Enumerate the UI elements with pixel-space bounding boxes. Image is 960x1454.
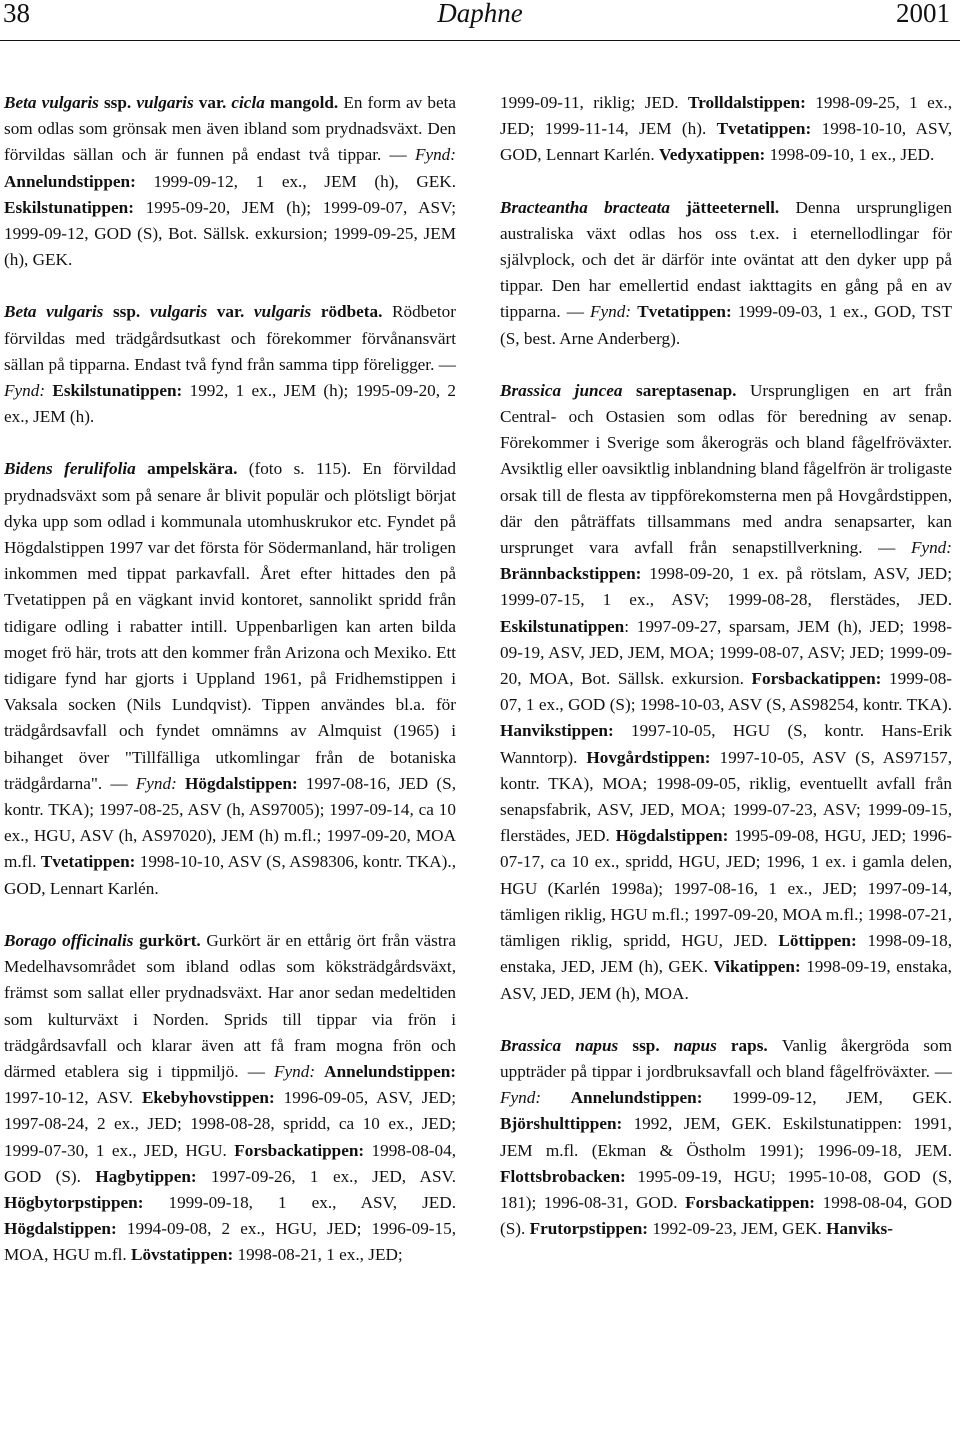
text-segment: 1998-08-21, 1 ex., JED; — [237, 1245, 403, 1265]
text-segment: Lövstatippen: — [131, 1245, 238, 1265]
text-segment: (foto s. 115). En förvildad prydnadsväxt som på senare år blivit populär och plötsligt börjat dyka upp som odlad i kommunala utomhuskrukor etc. Fyndet på Högdalstippen 1997 var det första för Södermanland, här troligen inkommen med tippat parkavfall. Året efter hittades den på Tvetatippen på en vägkant invid kontoret, sannolikt spridd från tidigare odling i rabatter intill. Uppenbarligen kan arten bilda moget frö här, trots att den kommer från Arizona och Mexiko. Ett tidigare fynd har gjorts i Uppland 1961, på Fridhemstippen i Vaksala socken (Nils Lundqvist). Tippen användes bl.a. för trädgårdsavfall och fyndet omnämns av Almquist (1965) i bihanget över "Tillfälliga utkomlingar från de botaniska trädgårdarna". — — [4, 459, 457, 793]
text-segment: Fynd: — [414, 145, 456, 165]
text-segment: 1992, 1 ex., JEM (h); 1995-09-20, 2 ex., JEM (h). — [4, 381, 456, 427]
text-segment: Bracteantha bracteata — [500, 197, 687, 217]
text-segment: Hanvikstippen: — [500, 721, 632, 741]
text-segment: 1995-09-19, HGU; 1995-10-08, GOD (S, 181); 1996-08-31, GOD. — [500, 1166, 952, 1212]
text-segment: Högdalstippen: — [185, 773, 306, 793]
text-segment: Tvetatippen: — [40, 852, 140, 872]
text-segment: Hagbytippen: — [95, 1166, 212, 1186]
text-segment: Eskilstunatippen: — [4, 197, 146, 217]
text-segment: Fynd: — [590, 302, 638, 322]
text-segment: Vedyxatippen: — [658, 145, 770, 165]
text-segment: Löttippen: — [778, 931, 868, 951]
text-segment: Brassica napus — [500, 1035, 633, 1055]
text-segment: Fynd: — [135, 773, 185, 793]
text-segment: Tvetatippen: — [716, 119, 822, 139]
text-segment: mangold. — [269, 93, 344, 112]
text-segment: 1999-08-07, 1 ex., GOD (S); 1998-10-03, ASV (S, AS98254, kontr. TKA). — [500, 669, 953, 715]
text-segment: Bidens ferulifolia — [4, 459, 148, 479]
text-segment: En form av beta som odlas som grönsak men även ibland som prydnadsväxt. Den förvildas sällan och är funnen på endast två tippar. — — [4, 93, 457, 165]
text-segment: 1999-09-03, 1 ex., GOD, TST (S, best. Arne Anderberg). — [500, 302, 952, 348]
text-segment: : 1997-09-27, sparsam, JEM (h), JED; 1998-09-19, ASV, JED, JEM, MOA; 1999-08-07, ASV; JED; 1999-09-20, MOA, Bot. Sällsk. exkursion. — [500, 616, 952, 689]
text-segment: Eskilstunatippen — [500, 616, 625, 636]
text-segment: 1994-09-08, 2 ex., HGU, JED; 1996-09-15, MOA, HGU m.fl. — [4, 1219, 457, 1265]
text-segment: 1992, JEM, GEK. Eskilstunatippen: 1991, JEM m.fl. (Ekman & Östholm 1991); 1996-09-18, JEM. — [500, 1114, 952, 1160]
text-segment: 1998-09-19, enstaka, ASV, JED, JEM (h), MOA. — [500, 957, 952, 1003]
text-segment: Forsbackatippen: — [685, 1192, 823, 1212]
text-segment: Hanviks- — [826, 1219, 893, 1239]
text-segment: 1998-10-10, ASV, GOD, Lennart Karlén. — [500, 119, 953, 165]
text-segment: ampelskära. — [147, 459, 249, 479]
text-segment: Högbytorpstippen: — [4, 1192, 169, 1212]
text-segment: 1999-09-12, 1 ex., JEM (h), GEK. — [153, 171, 456, 191]
text-segment: Beta vulgaris — [4, 302, 113, 322]
page-number: 38 — [3, 0, 30, 28]
text-segment: Flottsbrobacken: — [500, 1166, 638, 1186]
text-segment: 1998-09-25, 1 ex., JED; 1999-11-14, JEM (h). — [500, 93, 952, 139]
text-segment: 1998-08-04, GOD (S). — [4, 1140, 457, 1186]
text-segment: Rödbetor förvildas med trädgårdsutkast och förekommer förvånansvärt sällan på tipparna. Endast två fynd från samma tipp föreligger. — — [4, 302, 456, 374]
text-segment: 1997-10-12, ASV. — [4, 1088, 142, 1108]
text-segment: Annelundstippen: — [324, 1061, 456, 1081]
text-segment: Högdalstippen: — [4, 1219, 127, 1239]
text-segment: ssp. — [103, 93, 137, 112]
text-segment: Fynd: — [274, 1061, 325, 1081]
text-segment: Borago officinalis — [4, 930, 140, 950]
text-segment: Hovgårdstippen: — [586, 747, 720, 767]
text-segment: jätteeternell. — [686, 197, 796, 217]
text-segment: 1997-10-05, HGU (S, kontr. Hans-Erik Wanntorp). — [500, 721, 953, 767]
journal-title: Daphne — [437, 0, 523, 28]
text-segment: 1995-09-20, JEM (h); 1999-09-07, ASV; 1999-09-12, GOD (S), Bot. Sällsk. exkursion; 1999-09-25, JEM (h), GEK. — [4, 197, 456, 270]
text-segment: Brännbackstippen: — [500, 564, 650, 584]
text-segment: Vikatippen: — [713, 957, 807, 977]
text-segment: Annelundstippen: — [570, 1088, 732, 1108]
text-segment: Denna ursprungligen australiska växt odlas hos oss t.ex. i eternellodlingar för självplock, och det är därför inte oväntat att den dyker upp på tippar. Den har emellertid endast iakttagits en gång på en av tipparna. — — [500, 197, 952, 322]
text-segment: Eskilstunatippen: — [52, 381, 190, 401]
text-segment: Forsbackatippen: — [751, 669, 889, 689]
text-segment: vulgaris — [136, 93, 199, 112]
text-segment: Gurkört är en ettårig ört från västra Medelhavsområdet som ibland odlas som köksträdgårdsväxt, främst som sallat eller prydnadsväxt. Har anor sedan medeltiden som kulturväxt i Norden. Sprids till tippar via frön i trädgårdsavfall och klarar även att få fram mogna frön och därmed etablera sig i tippmiljö. — — [4, 930, 456, 1081]
text-segment: var. — [216, 302, 254, 322]
text-segment: Fynd: — [910, 538, 952, 558]
left-column — [4, 90, 456, 1295]
header-rule — [0, 40, 960, 41]
text-segment: rödbeta. — [320, 302, 393, 322]
text-segment: 1995-09-08, HGU, JED; 1996-07-17, ca 10 ex., spridd, HGU, JED; 1996, 1 ex. i gamla delen, HGU (Karlén 1998a); 1997-08-16, 1 ex., JED; 1997-09-14, tämligen riklig, HGU m.fl.; 1997-09-20, MOA m.fl.; 1998-07-21, tämligen riklig, spridd, HGU, JED. — [500, 826, 952, 951]
text-segment: 1998-10-10, ASV (S, AS98306, kontr. TKA)., GOD, Lennart Karlén. — [4, 852, 456, 898]
text-segment: 1998-09-10, 1 ex., JED. — [769, 145, 935, 165]
text-segment: vulgaris — [253, 302, 321, 322]
text-segment: Ursprungligen en art från Central- och Ostasien som odlas för beredning av senap. Förekommer i Sverige som åkerogräs och bland fågelfröväxter. Avsiktlig eller oavsiktlig inblandning bland fågelfrön är troligaste orsak till de flesta av tippförekomsterna men på Hovgårdstippen, där den påträffats tillsammans med andra senapsarter, kan ursprunget vara avfall från senapstillverkning. — — [500, 380, 952, 558]
text-segment: Vanlig åkergröda som uppträder på tippar i jordbruksavfall och bland fågelfröväxter. — — [500, 1035, 953, 1081]
text-segment: Fynd: — [4, 381, 53, 401]
text-segment: Frutorpstippen: — [529, 1219, 653, 1239]
page-header — [0, 0, 960, 42]
text-segment: 1997-10-05, ASV (S, AS97157, kontr. TKA), MOA; 1998-09-05, riklig, eventuellt avfall från senapsfabrik, ASV, JED, MOA; 1999-07-23, ASV; 1999-09-15, flerstädes, JED. — [500, 747, 952, 846]
text-segment: Tvetatippen: — [637, 302, 738, 322]
text-segment: Annelundstippen: — [4, 171, 154, 191]
text-segment: Ekebyhovstippen: — [141, 1088, 284, 1108]
text-segment: Beta vulgaris — [4, 93, 104, 112]
right-column — [500, 90, 952, 1268]
text-segment: 1997-08-16, JED (S, kontr. TKA); 1997-08-25, ASV (h, AS97005); 1997-09-14, ca 10 ex., HGU, ASV (h, AS97020), JEM (h) m.fl.; 1997-09-20, MOA m.fl. — [4, 773, 456, 872]
text-segment: 1992-09-23, JEM, GEK. — [652, 1219, 827, 1239]
species-entry-bracteantha — [500, 195, 952, 352]
text-segment: Björshulttippen: — [500, 1114, 634, 1134]
text-segment: 1996-09-05, ASV, JED; 1997-08-24, 2 ex., JED; 1998-08-28, spridd, ca 10 ex., JED; 1999-07-30, 1 ex., JED, HGU. — [4, 1088, 456, 1160]
text-segment: cicla — [231, 93, 270, 112]
species-entry-beta-cicla — [4, 90, 456, 273]
text-segment: napus — [673, 1035, 731, 1055]
text-segment: 1997-09-26, 1 ex., JED, ASV. — [211, 1166, 456, 1186]
species-entry-brassica-napus — [500, 1033, 952, 1243]
text-segment: Brassica juncea — [500, 380, 636, 400]
text-segment: 1999-09-18, 1 ex., ASV, JED. — [168, 1192, 456, 1212]
text-segment: var. — [198, 93, 232, 112]
species-entry-borago — [4, 928, 456, 1269]
text-segment: 1999-09-12, JEM, GEK. — [732, 1088, 952, 1108]
text-segment: vulgaris — [149, 302, 217, 322]
species-entry-brassica-juncea — [500, 378, 952, 1007]
text-segment: Forsbackatippen: — [234, 1140, 372, 1160]
text-segment: sareptasenap. — [636, 380, 750, 400]
text-segment: Högdalstippen: — [615, 826, 735, 846]
species-entry-beta-vulgaris — [4, 299, 456, 430]
text-segment: Trolldalstippen: — [688, 93, 816, 112]
text-segment: Fynd: — [500, 1088, 571, 1108]
text-segment: 1998-08-04, GOD (S). — [500, 1192, 953, 1239]
text-segment: 1999-09-11, riklig; JED. — [500, 93, 689, 112]
text-segment: ssp. — [632, 1035, 674, 1055]
species-entry-borago-cont — [500, 90, 952, 169]
species-entry-bidens — [4, 456, 456, 901]
text-segment: 1998-09-20, 1 ex. på rötslam, ASV, JED; 1999-07-15, 1 ex., ASV; 1999-08-28, flerstädes, JED. — [500, 564, 952, 610]
text-segment: raps. — [730, 1035, 782, 1055]
text-segment: ssp. — [112, 302, 150, 322]
publication-year: 2001 — [896, 0, 950, 28]
text-segment: gurkört. — [139, 930, 207, 950]
text-segment: 1998-09-18, enstaka, JED, JEM (h), GEK. — [500, 931, 953, 977]
